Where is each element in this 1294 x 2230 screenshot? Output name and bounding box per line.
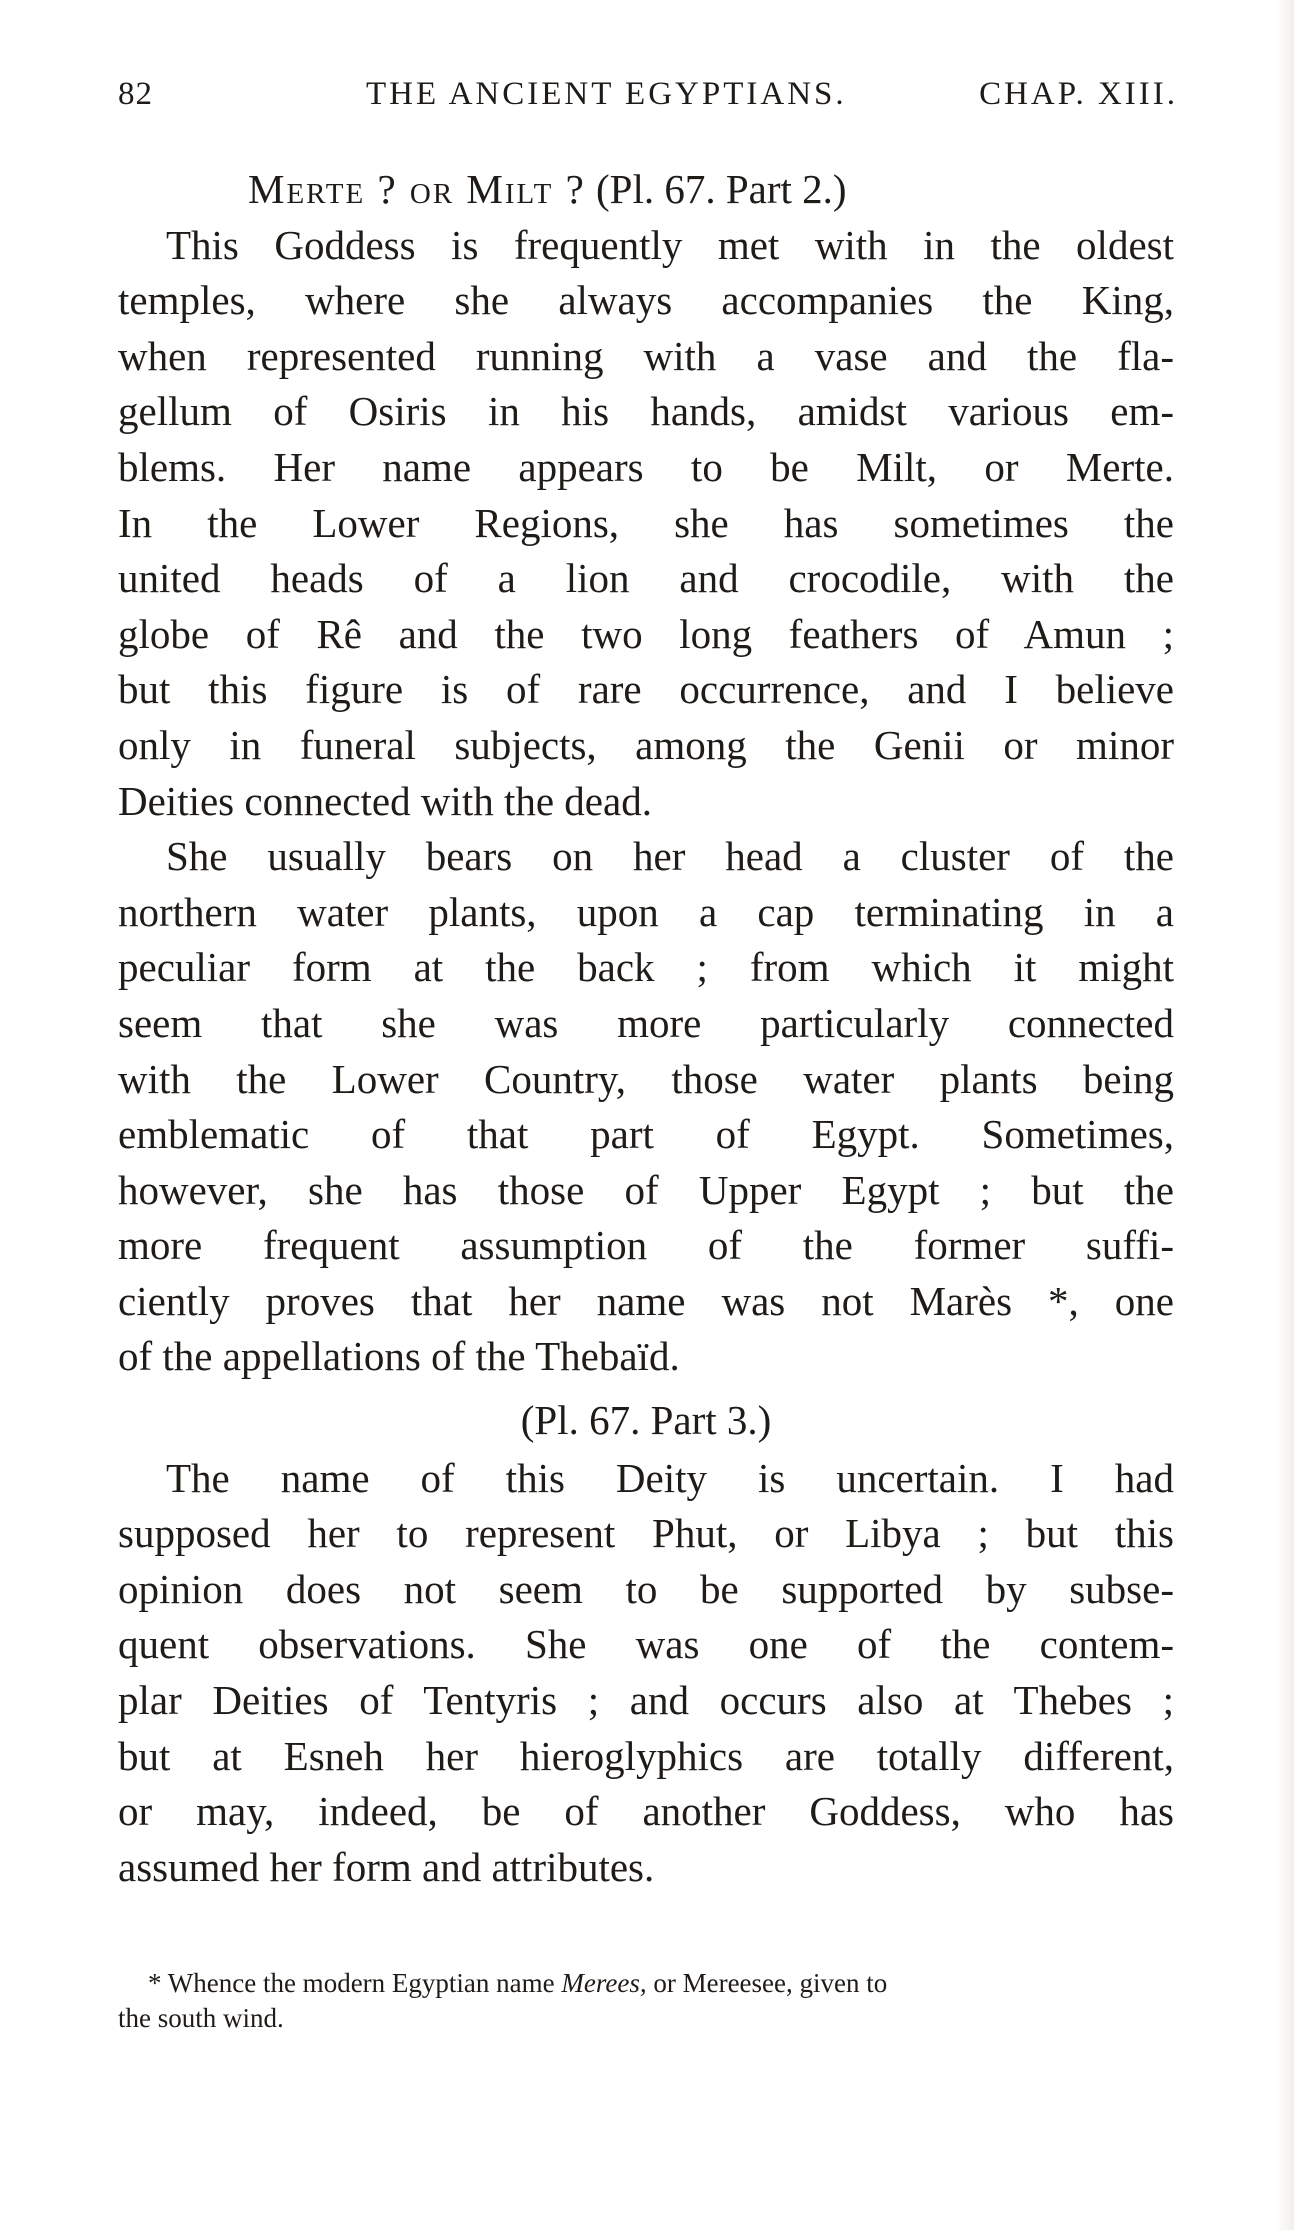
section-heading-part3: (Pl. 67. Part 3.) [520, 1397, 772, 1444]
text-line: She usually bears on her head a cluster of the [166, 833, 1174, 880]
text-line: ciently proves that her name was not Marès *, one [118, 1277, 1174, 1324]
text-line: emblematic of that part of Egypt. Sometimes, [118, 1111, 1174, 1158]
page-number: 82 [118, 76, 153, 112]
text-line: plar Deities of Tentyris ; and occurs also at Thebes ; [118, 1677, 1174, 1724]
text-line: peculiar form at the back ; from which it might [118, 944, 1174, 991]
text-line: more frequent assumption of the former suffi- [118, 1222, 1174, 1269]
page-edge-shadow [1276, 0, 1294, 2230]
goddess-name: Merte ? or Milt ? [248, 166, 586, 212]
footnote [118, 1966, 1174, 2036]
footnote-text-after: or Mereesee, given to [653, 1968, 888, 1998]
text-line: In the Lower Regions, she has sometimes the [118, 499, 1174, 546]
text-line: of the appellations of the Thebaïd. [118, 1333, 680, 1380]
text-line: or may, indeed, be of another Goddess, who has [118, 1788, 1174, 1835]
body-text [118, 162, 1174, 1895]
text-line: quent observations. She was one of the contem- [118, 1621, 1174, 1668]
text-line: seem that she was more particularly connected [118, 999, 1174, 1046]
text-line: but at Esneh her hieroglyphics are totally different, [118, 1732, 1174, 1779]
text-line: only in funeral subjects, among the Genii or minor [118, 721, 1174, 768]
text-line: temples, where she always accompanies the King, [118, 277, 1174, 324]
running-head [118, 76, 1178, 120]
chapter-label: CHAP. XIII. [979, 76, 1178, 112]
text-line: when represented running with a vase and the fla- [118, 332, 1174, 379]
text-line: Deities connected with the dead. [118, 777, 652, 824]
text-line: supposed her to represent Phut, or Libya ; but this [118, 1510, 1174, 1557]
text-line: with the Lower Country, those water plants being [118, 1055, 1174, 1102]
text-line: assumed her form and attributes. [118, 1843, 655, 1890]
text-line: blems. Her name appears to be Milt, or Merte. [118, 443, 1174, 490]
footnote-italic-word: Merees, [561, 1968, 647, 1998]
text-line: but this figure is of rare occurrence, and I believe [118, 666, 1174, 713]
section-heading-merte [118, 162, 1174, 218]
plate-reference: (Pl. 67. Part 2.) [596, 166, 847, 212]
text-line: globe of Rê and the two long feathers of Amun ; [118, 610, 1174, 657]
text-line: united heads of a lion and crocodile, with the [118, 555, 1174, 602]
text-line: gellum of Osiris in his hands, amidst various em- [118, 388, 1174, 435]
footnote-line-2: the south wind. [118, 2003, 284, 2033]
footnote-text: Whence the modern Egyptian name [167, 1968, 555, 1998]
book-title: THE ANCIENT EGYPTIANS. [366, 76, 847, 112]
text-line: opinion does not seem to be supported by subse- [118, 1565, 1174, 1612]
text-line: northern water plants, upon a cap terminating in a [118, 888, 1174, 935]
text-line: This Goddess is frequently met with in the oldest [166, 221, 1174, 268]
footnote-line [118, 1966, 1174, 2001]
text-line: The name of this Deity is uncertain. I had [166, 1454, 1174, 1501]
footnote-marker: * [148, 1968, 162, 1998]
text-line: however, she has those of Upper Egypt ; but the [118, 1166, 1174, 1213]
